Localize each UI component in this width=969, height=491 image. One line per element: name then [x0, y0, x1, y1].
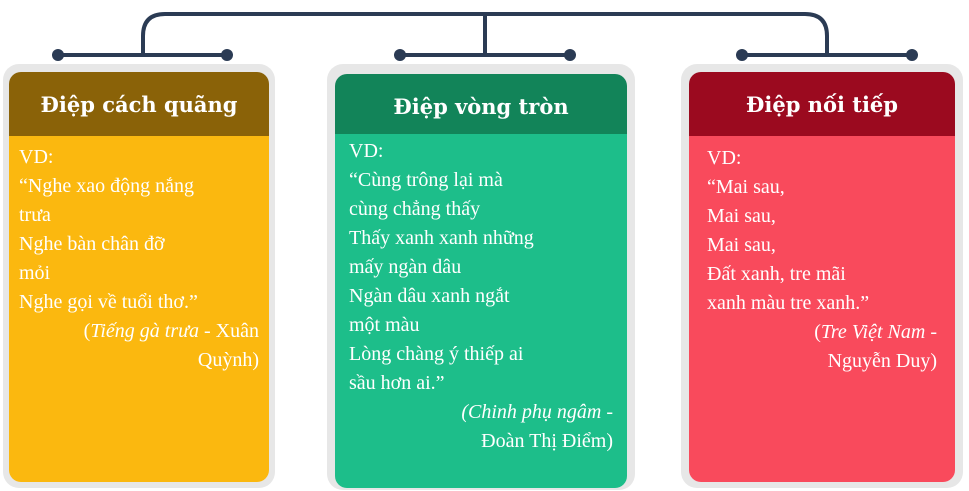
card-diep-noi-tiep: [689, 72, 955, 482]
example-line: VD:: [19, 146, 54, 168]
example-line: Mai sau,: [707, 234, 776, 256]
example-line: “Cùng trông lại mà: [349, 169, 503, 191]
example-line: mấy ngàn dâu: [349, 256, 462, 278]
example-line: sầu hơn ai.”: [349, 372, 445, 394]
example-line: trưa: [19, 204, 51, 226]
example-line: Đất xanh, tre mãi: [707, 263, 846, 285]
example-line: VD:: [707, 147, 742, 169]
card-diep-vong-tron: [335, 74, 627, 488]
example-line: Mai sau,: [707, 205, 776, 227]
example-line: Nghe gọi về tuổi thơ.”: [19, 291, 198, 313]
connector-dot: [736, 49, 748, 61]
example-line: “Mai sau,: [707, 176, 785, 198]
source-author: Đoàn Thị Điểm): [481, 430, 613, 452]
example-line: mỏi: [19, 262, 51, 284]
connector-dot: [221, 49, 233, 61]
example-line: Thấy xanh xanh những: [349, 227, 534, 249]
card-title: Điệp nối tiếp: [689, 72, 955, 136]
source-work: Tiếng gà trưa: [90, 320, 200, 342]
card-diep-cach-quang: [9, 72, 269, 482]
source-work: (Chinh phụ ngâm: [461, 401, 602, 423]
example-line: cùng chẳng thấy: [349, 198, 481, 220]
source-author: Nguyễn Duy): [827, 350, 937, 372]
example-line: VD:: [349, 140, 384, 162]
source-work: Tre Việt Nam: [820, 321, 926, 343]
card-example: [9, 136, 269, 482]
card-example: [689, 136, 955, 482]
example-line: “Nghe xao động nắng: [19, 175, 194, 197]
example-line: xanh màu tre xanh.”: [707, 292, 870, 314]
connector-dot: [394, 49, 406, 61]
card-example: [335, 134, 627, 488]
connector-dot: [906, 49, 918, 61]
source-line: (Chinh phụ ngâm -: [461, 401, 613, 423]
source-author: Quỳnh): [197, 349, 259, 371]
source-line: (Tre Việt Nam -: [814, 321, 937, 343]
card-title: Điệp cách quãng: [9, 72, 269, 136]
source-line: (Tiếng gà trưa - Xuân: [83, 320, 259, 342]
example-line: một màu: [349, 314, 420, 336]
example-line: Lòng chàng ý thiếp ai: [349, 343, 524, 365]
card-title: Điệp vòng tròn: [335, 74, 627, 138]
connector-dot: [52, 49, 64, 61]
connector-dot: [564, 49, 576, 61]
example-line: Ngàn dâu xanh ngắt: [349, 285, 510, 307]
example-line: Nghe bàn chân đỡ: [19, 233, 165, 255]
